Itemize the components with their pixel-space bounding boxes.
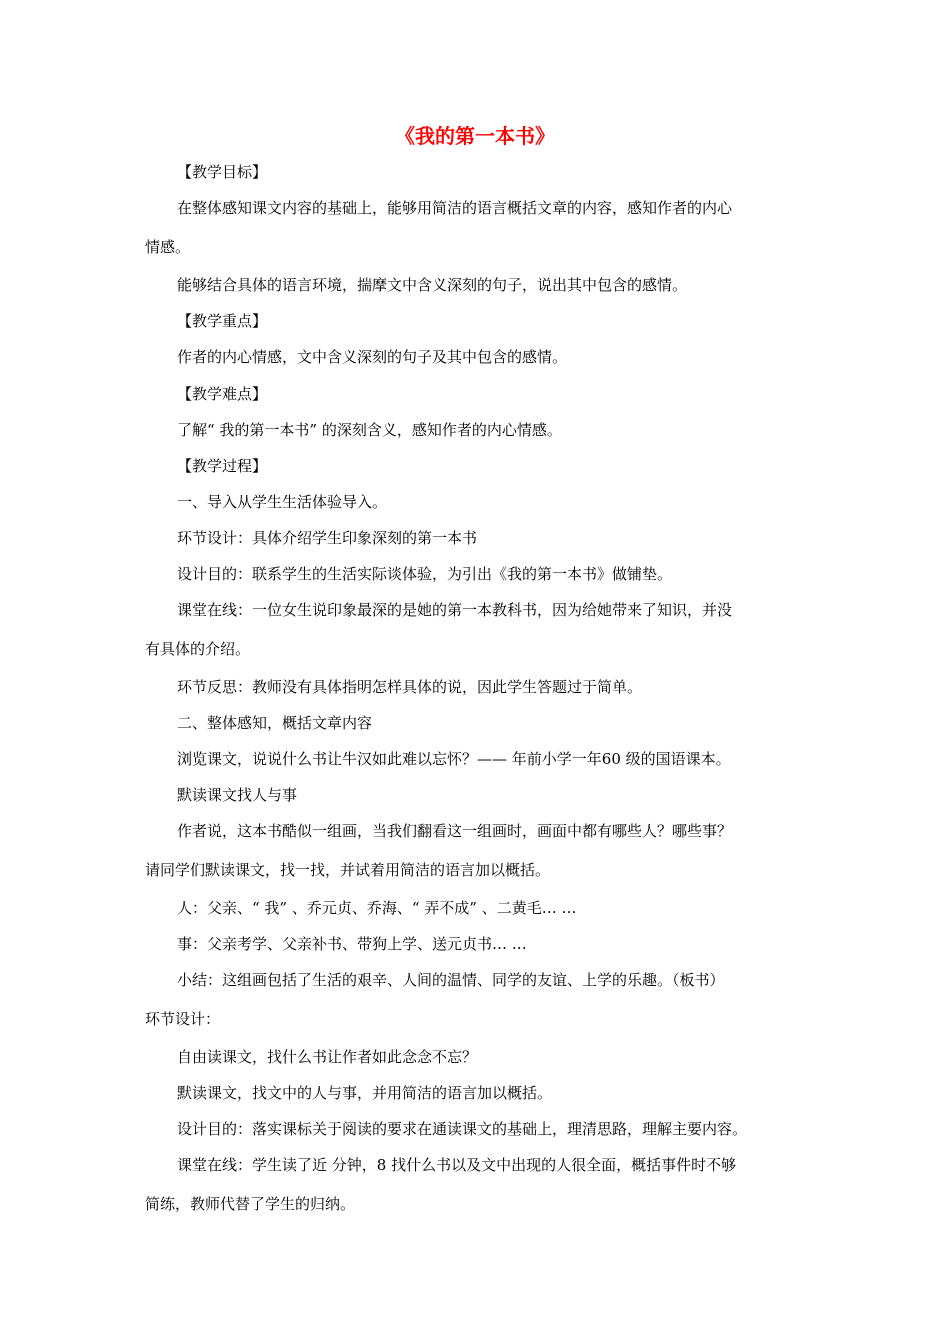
paragraph-line: 简练，教师代替了学生的归纳。 xyxy=(145,1195,356,1213)
paragraph-line: 默读课文，找文中的人与事，并用简洁的语言加以概括。 xyxy=(177,1084,553,1102)
heading-teaching-goals: 【教学目标】 xyxy=(177,163,268,181)
paragraph-line: 环节设计：具体介绍学生印象深刻的第一本书 xyxy=(177,529,478,547)
document-title: 《我的第一本书》 xyxy=(395,124,555,148)
paragraph-line: 浏览课文，说说什么书让牛汉如此难以忘怀？—— 年前小学一年60 级的国语课本。 xyxy=(177,750,731,768)
paragraph-line: 事：父亲考学、父亲补书、带狗上学、送元贞书… … xyxy=(177,935,527,953)
paragraph-line: 一、导入从学生生活体验导入。 xyxy=(177,493,388,511)
paragraph-line: 了解“ 我的第一本书” 的深刻含义，感知作者的内心情感。 xyxy=(177,421,562,439)
paragraph-line: 请同学们默读课文，找一找，并试着用简洁的语言加以概括。 xyxy=(145,861,551,879)
heading-teaching-focus: 【教学重点】 xyxy=(177,312,268,330)
paragraph-line: 课堂在线：一位女生说印象最深的是她的第一本教科书，因为给她带来了知识，并没 xyxy=(177,601,733,619)
paragraph-line: 自由读课文，找什么书让作者如此念念不忘？ xyxy=(177,1048,478,1066)
paragraph-line: 二、整体感知，概括文章内容 xyxy=(177,714,373,732)
paragraph-line: 人：父亲、“ 我” 、乔元贞、乔海、“ 弄不成” 、二黄毛… … xyxy=(177,899,577,917)
paragraph-line: 默读课文找人与事 xyxy=(177,786,298,804)
paragraph-line: 环节反思：教师没有具体指明怎样具体的说，因此学生答题过于简单。 xyxy=(177,678,643,696)
paragraph-line: 环节设计： xyxy=(145,1010,221,1028)
paragraph-line: 课堂在线：学生读了近 分钟，8 找什么书以及文中出现的人很全面，概括事件时不够 xyxy=(177,1156,737,1174)
paragraph-line: 作者的内心情感，文中含义深刻的句子及其中包含的感情。 xyxy=(177,348,568,366)
paragraph-line: 作者说，这本书酷似一组画，当我们翻看这一组画时，画面中都有哪些人？哪些事？ xyxy=(177,822,733,840)
paragraph-line: 小结：这组画包括了生活的艰辛、人间的温情、同学的友谊、上学的乐趣。（板书） xyxy=(177,971,725,989)
paragraph-line: 有具体的介绍。 xyxy=(145,640,251,658)
paragraph-line: 设计目的：落实课标关于阅读的要求在通读课文的基础上，理清思路，理解主要内容。 xyxy=(177,1120,748,1138)
paragraph-line: 在整体感知课文内容的基础上，能够用简洁的语言概括文章的内容，感知作者的内心 xyxy=(177,199,733,217)
paragraph-line: 设计目的：联系学生的生活实际谈体验，为引出《我的第一本书》做铺垫。 xyxy=(177,565,673,583)
paragraph-line: 情感。 xyxy=(145,238,191,256)
heading-teaching-difficulty: 【教学难点】 xyxy=(177,385,268,403)
paragraph-line: 能够结合具体的语言环境，揣摩文中含义深刻的句子，说出其中包含的感情。 xyxy=(177,276,688,294)
heading-teaching-process: 【教学过程】 xyxy=(177,457,268,475)
